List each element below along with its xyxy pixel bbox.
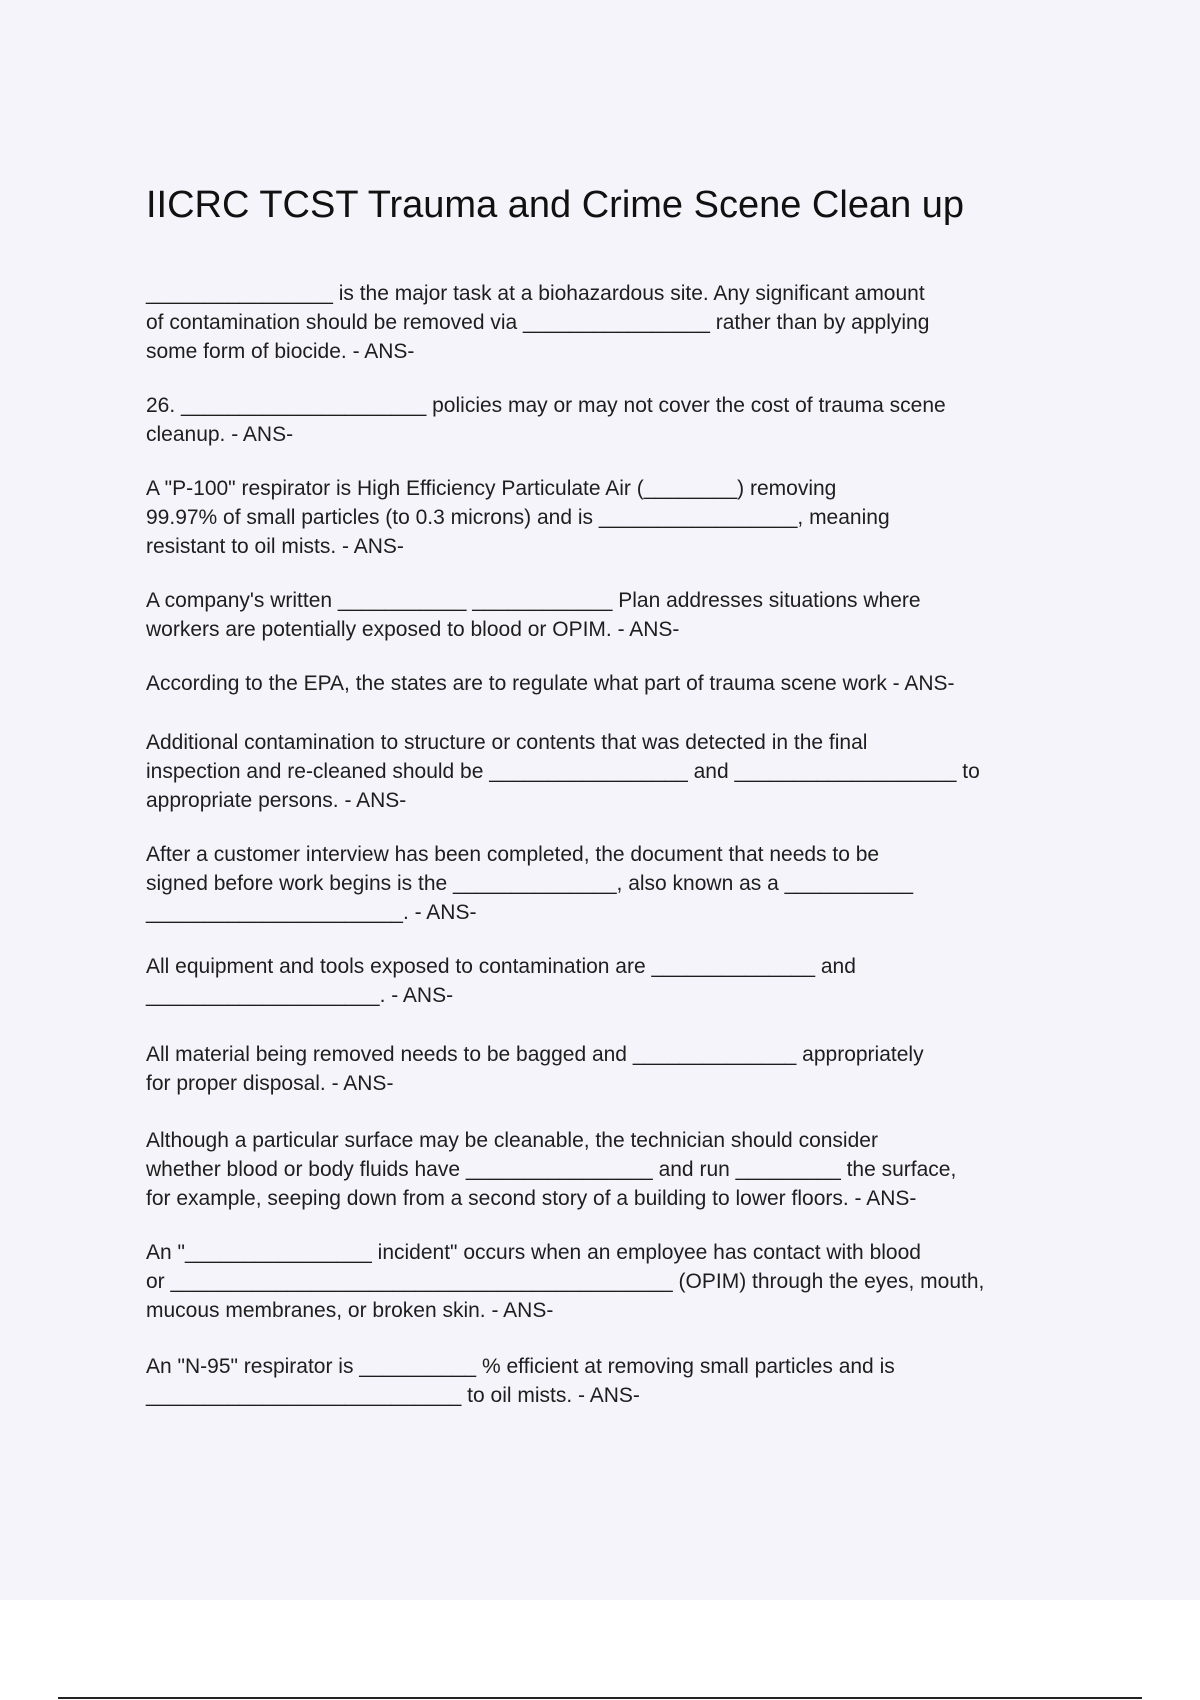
question-line: ________________ is the major task at a biohazardous site. Any significant amount [146,282,925,305]
question-line: An "N-95" respirator is __________ % efficient at removing small particles and is [146,1355,895,1378]
document-title: IICRC TCST Trauma and Crime Scene Clean up [146,184,965,226]
question-item [146,586,1046,644]
question-item [146,669,1046,698]
question-line: A "P-100" respirator is High Efficiency Particulate Air (________) removing [146,477,837,500]
question-item [146,1352,1046,1410]
question-line: ______________________. - ANS- [146,901,477,924]
question-line: or ___________________________________________ (OPIM) through the eyes, mouth, [146,1270,985,1293]
footer-divider [58,1697,1142,1699]
question-line: some form of biocide. - ANS- [146,340,415,363]
question-line: ____________________. - ANS- [146,984,454,1007]
question-item [146,1126,1046,1213]
question-line: After a customer interview has been completed, the document that needs to be [146,843,880,866]
question-line: cleanup. - ANS- [146,423,294,446]
question-item [146,1238,1046,1325]
question-line: signed before work begins is the ______________, also known as a ___________ [146,872,914,895]
question-line: for proper disposal. - ANS- [146,1072,394,1095]
question-line: of contamination should be removed via ________________ rather than by applying [146,311,930,334]
question-line: for example, seeping down from a second story of a building to lower floors. - ANS- [146,1187,917,1210]
question-item [146,840,1046,927]
question-item [146,391,1046,449]
question-line: whether blood or body fluids have ________________ and run _________ the surface, [146,1158,957,1181]
question-line: resistant to oil mists. - ANS- [146,535,404,558]
question-item [146,279,1046,366]
question-line: mucous membranes, or broken skin. - ANS- [146,1299,554,1322]
question-line: workers are potentially exposed to blood or OPIM. - ANS- [146,618,680,641]
question-line: appropriate persons. - ANS- [146,789,407,812]
question-line: Although a particular surface may be cleanable, the technician should consider [146,1129,878,1152]
question-line: According to the EPA, the states are to regulate what part of trauma scene work - ANS- [146,672,955,695]
question-line: 26. _____________________ policies may or may not cover the cost of trauma scene [146,394,946,417]
question-line: All material being removed needs to be bagged and ______________ appropriately [146,1043,924,1066]
question-line: ___________________________ to oil mists. - ANS- [146,1384,640,1407]
question-line: 99.97% of small particles (to 0.3 microns) and is _________________, meaning [146,506,890,529]
question-item [146,952,1046,1010]
question-line: inspection and re-cleaned should be _________________ and ___________________ to [146,760,980,783]
question-line: An "________________ incident" occurs when an employee has contact with blood [146,1241,921,1264]
question-list [146,279,1046,1410]
question-item [146,474,1046,561]
question-line: Additional contamination to structure or contents that was detected in the final [146,731,868,754]
question-item [146,1040,1046,1098]
question-item [146,728,1046,815]
question-line: A company's written ___________ ____________ Plan addresses situations where [146,589,921,612]
question-line: All equipment and tools exposed to contamination are ______________ and [146,955,856,978]
